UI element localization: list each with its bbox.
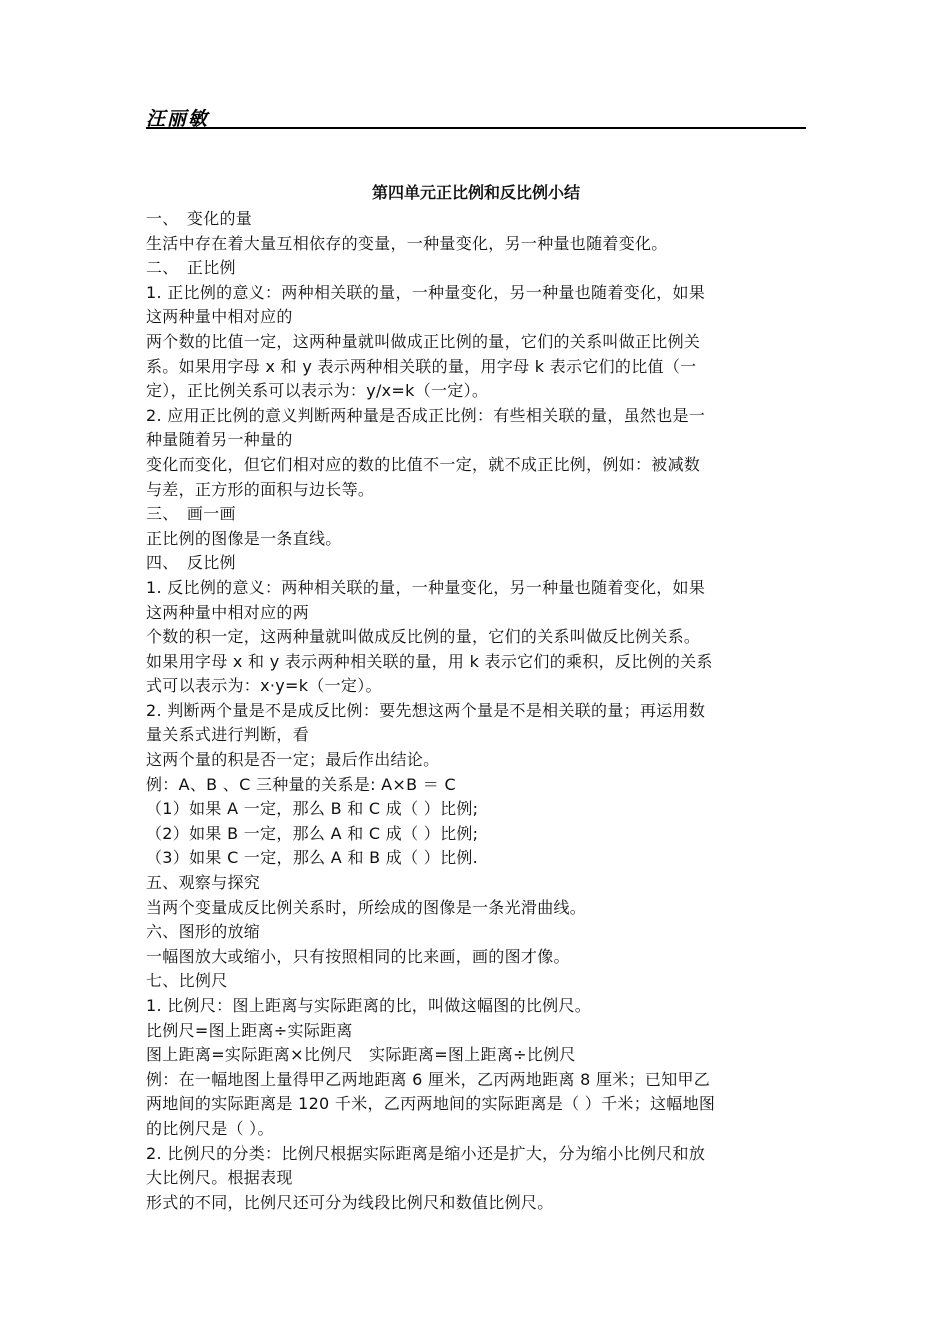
text-line: 与差，正方形的面积与边长等。	[146, 479, 375, 499]
text-line: 形式的不同，比例尺还可分为线段比例尺和数值比例尺。	[146, 1192, 554, 1212]
text-line: 五、观察与探究	[146, 873, 261, 893]
document-title: 第四单元正比例和反比例小结	[371, 183, 580, 202]
header-rule	[146, 127, 806, 129]
text-line: 2. 判断两个量是不是成反比例：要先想这两个量是不是相关联的量；再运用数	[146, 700, 706, 720]
text-line: 1. 正比例的意义：两种相关联的量，一种量变化，另一种量也随着变化，如果	[146, 282, 706, 302]
text-line: 例：A、B 、C 三种量的关系是: A×B ＝ C	[146, 774, 456, 794]
text-line: 这两个量的积是否一定；最后作出结论。	[146, 750, 440, 770]
text-line: 个数的积一定，这两种量就叫做成反比例的量，它们的关系叫做反比例关系。	[146, 627, 701, 647]
text-line: 例：在一幅地图上量得甲乙两地距离 6 厘米，乙丙两地距离 8 厘米；已知甲乙	[146, 1069, 711, 1089]
text-line: 图上距离=实际距离×比例尺 实际距离=图上距离÷比例尺	[146, 1045, 576, 1065]
text-line: 如果用字母 x 和 y 表示两种相关联的量，用 k 表示它们的乘积，反比例的关系	[146, 651, 713, 671]
text-line: 两个数的比值一定，这两种量就叫做成正比例的量，它们的关系叫做正比例关	[146, 331, 701, 351]
text-line: 量关系式进行判断，看	[146, 725, 310, 745]
text-line: 三、 画一画	[146, 504, 236, 524]
text-line: 六、图形的放缩	[146, 922, 261, 942]
text-line: 2. 应用正比例的意义判断两种量是否成正比例：有些相关联的量，虽然也是一	[146, 405, 706, 425]
text-line: 种量随着另一种量的	[146, 430, 293, 450]
text-line: 当两个变量成反比例关系时，所绘成的图像是一条光滑曲线。	[146, 897, 587, 917]
document-body	[146, 207, 806, 1215]
text-line: 生活中存在着大量互相依存的变量，一种量变化，另一种量也随着变化。	[146, 233, 668, 253]
text-line: 正比例的图像是一条直线。	[146, 528, 342, 548]
header-author: 汪丽敏	[146, 108, 210, 130]
text-line: （2）如果 B 一定，那么 A 和 C 成（ ）比例;	[146, 823, 479, 843]
text-line: 定），正比例关系可以表示为：y/x=k（一定）。	[146, 381, 489, 401]
text-line: 二、 正比例	[146, 258, 236, 278]
text-line: 1. 反比例的意义：两种相关联的量，一种量变化，另一种量也随着变化，如果	[146, 577, 706, 597]
text-line: 七、比例尺	[146, 971, 228, 991]
text-line: 的比例尺是（ ）。	[146, 1118, 274, 1138]
text-line: 2. 比例尺的分类：比例尺根据实际距离是缩小还是扩大，分为缩小比例尺和放	[146, 1143, 706, 1163]
text-line: 大比例尺。根据表现	[146, 1168, 293, 1188]
text-line: 一、 变化的量	[146, 209, 253, 228]
text-line: 一幅图放大或缩小，只有按照相同的比来画，画的图才像。	[146, 946, 570, 966]
text-line: （3）如果 C 一定，那么 A 和 B 成（ ）比例.	[146, 848, 479, 868]
text-line: 这两种量中相对应的两	[146, 602, 310, 622]
text-line: 系。如果用字母 x 和 y 表示两种相关联的量，用字母 k 表示它们的比值（一	[146, 356, 697, 376]
text-line: 变化而变化，但它们相对应的数的比值不一定，就不成正比例，例如：被减数	[146, 454, 701, 474]
text-line: 1. 比例尺：图上距离与实际距离的比，叫做这幅图的比例尺。	[146, 996, 592, 1015]
text-line: 这两种量中相对应的	[146, 307, 293, 327]
text-line: 比例尺=图上距离÷实际距离	[146, 1020, 353, 1040]
text-line: 四、 反比例	[146, 553, 236, 573]
text-line: （1）如果 A 一定，那么 B 和 C 成（ ）比例;	[146, 799, 479, 819]
text-line: 式可以表示为：x·y=k（一定）。	[146, 676, 382, 696]
text-line: 两地间的实际距离是 120 千米，乙丙两地间的实际距离是（ ）千米；这幅地图	[146, 1094, 716, 1114]
